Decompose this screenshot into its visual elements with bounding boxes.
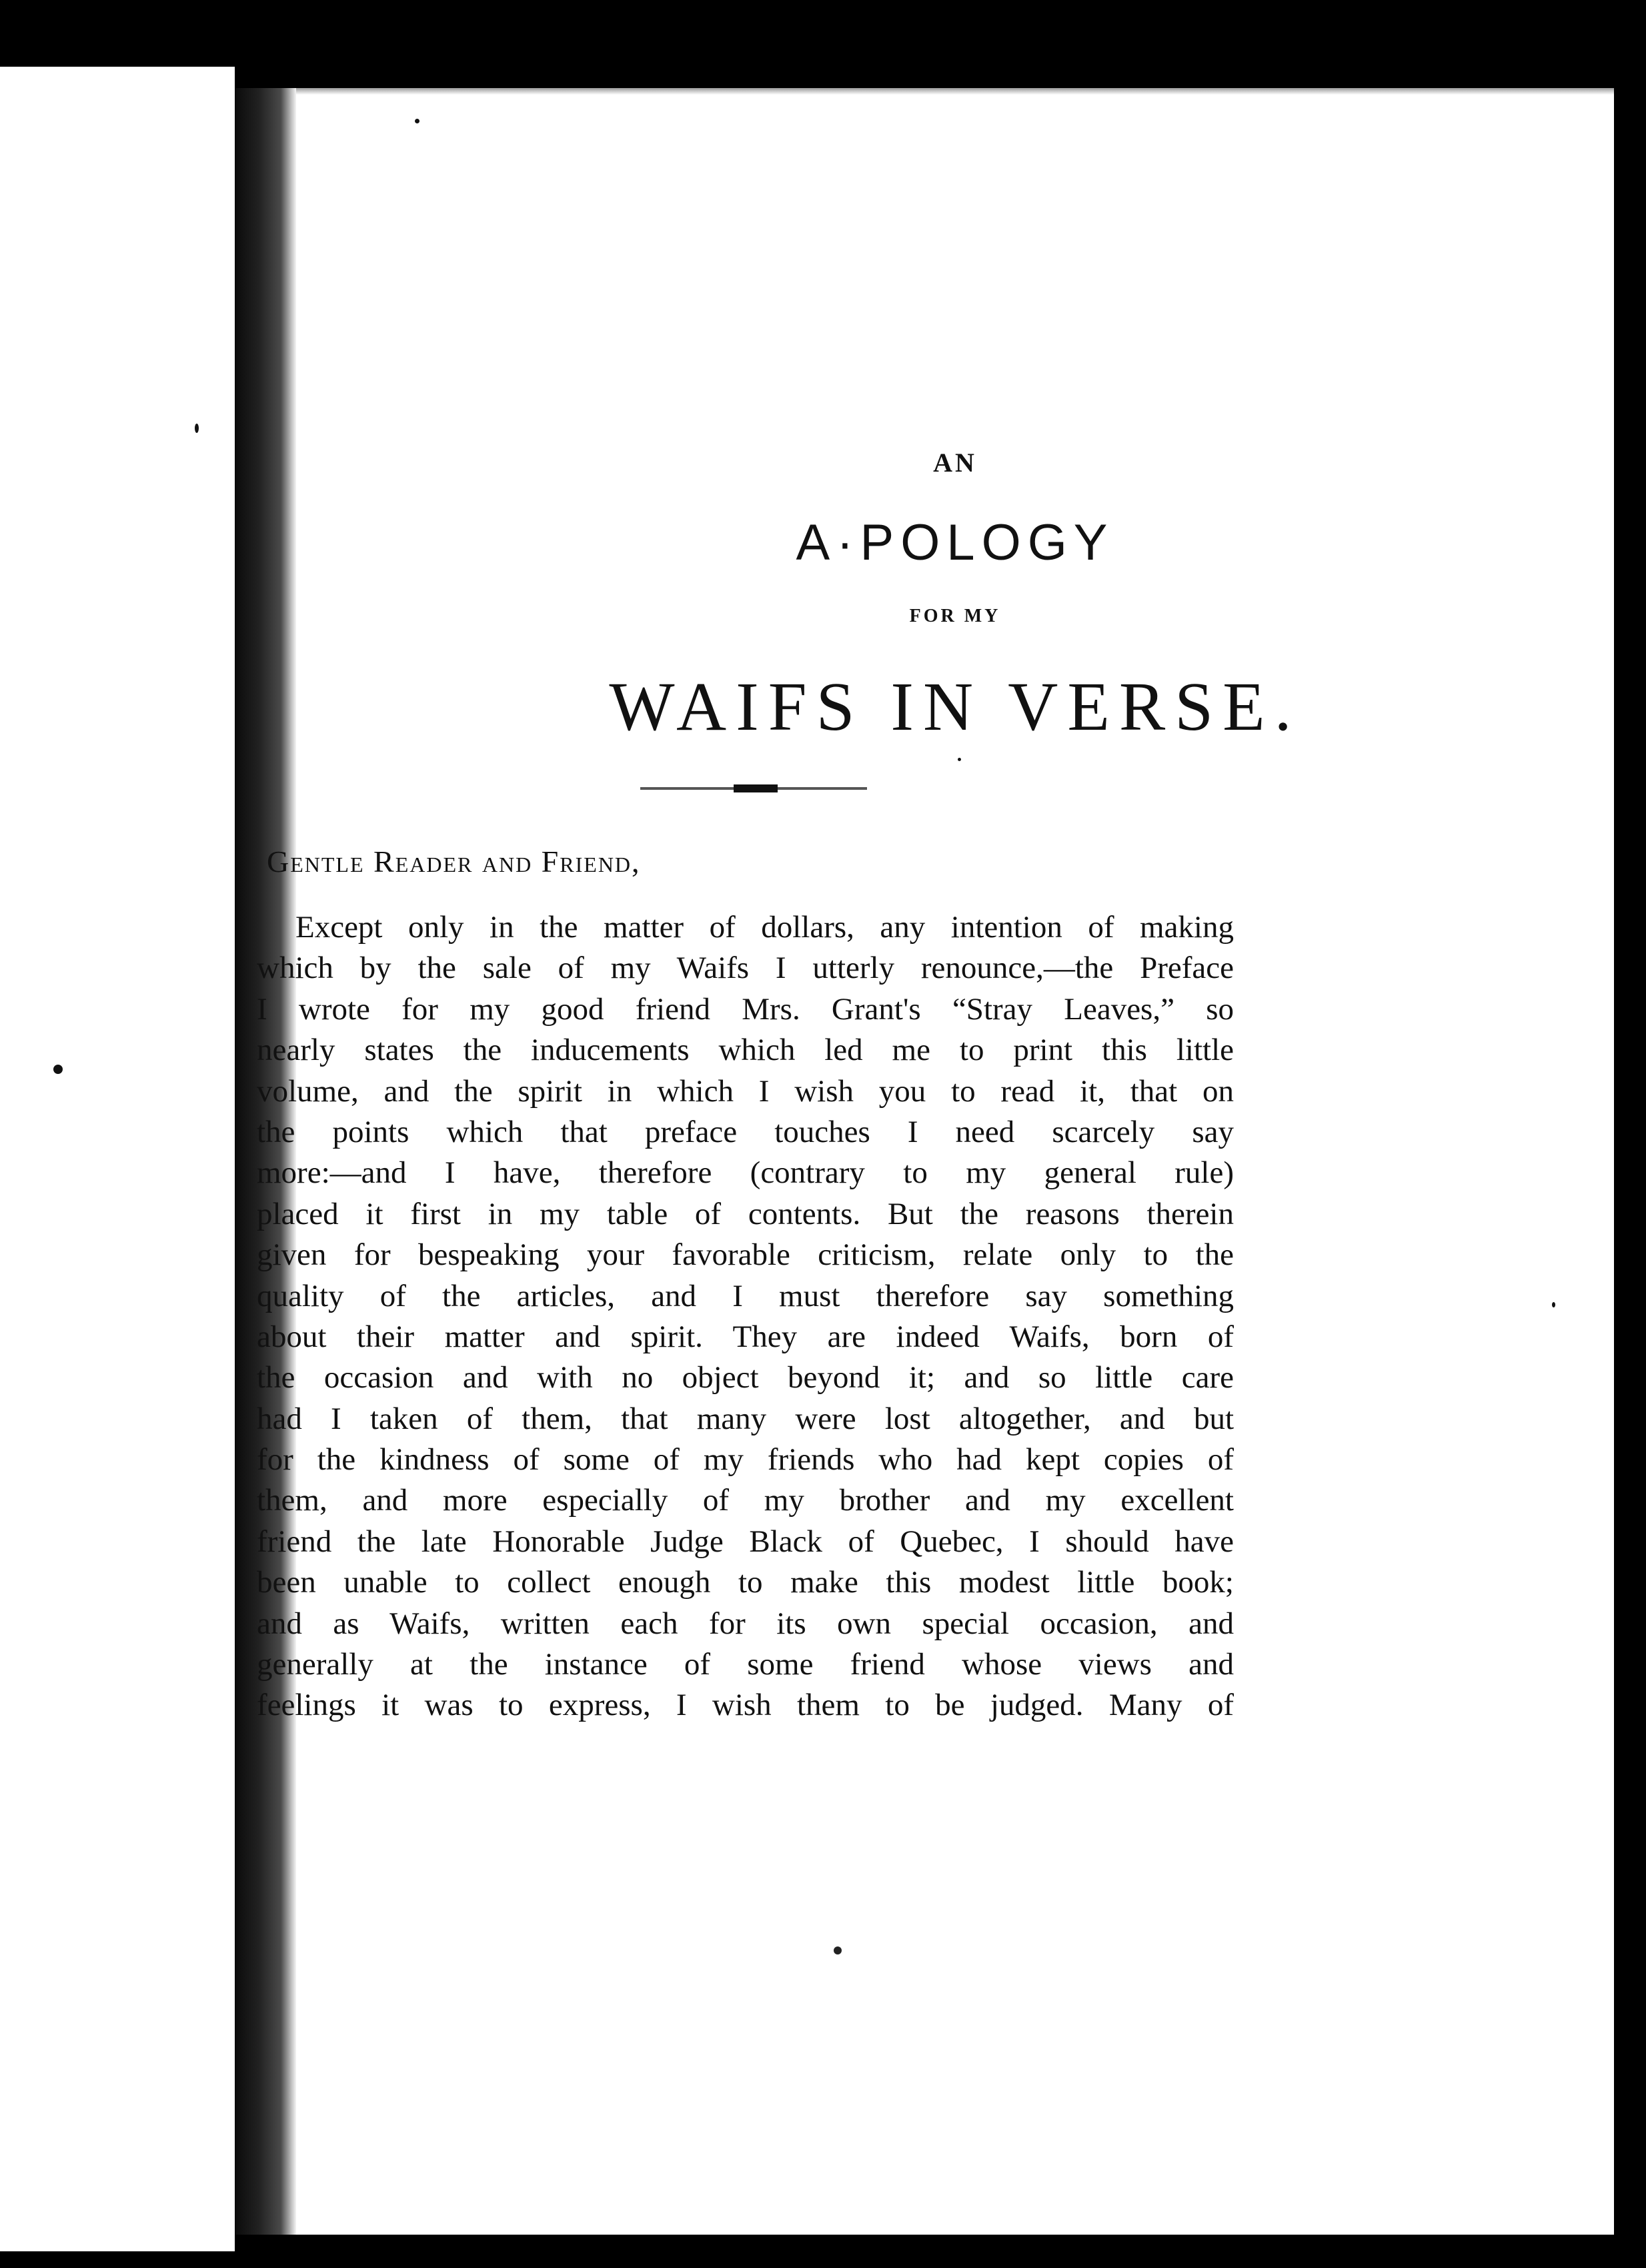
body-text xyxy=(257,907,1234,1726)
text-line: about their matter and spirit. They are indeed Waifs, born of xyxy=(257,1319,1234,1354)
text-line: feelings it was to express, I wish them to be judged. Many of xyxy=(257,1688,1234,1723)
text-line: placed it first in my table of contents. But the reasons therein xyxy=(257,1196,1234,1231)
title-apology: A·POLOGY xyxy=(796,514,1114,571)
text-line: and as Waifs, written each for its own special occasion, and xyxy=(257,1606,1234,1641)
text-line: which by the sale of my Waifs I utterly renounce,—the Preface xyxy=(257,951,1234,986)
text-line: the occasion and with no object beyond it; and so little care xyxy=(257,1360,1234,1395)
page-speck xyxy=(958,758,961,761)
page-speck xyxy=(415,119,420,123)
text-line: volume, and the spirit in which I wish you to read it, that on xyxy=(257,1073,1234,1109)
text-line: nearly states the inducements which led me to print this little xyxy=(257,1033,1234,1068)
title-waifs-in-verse: WAIFS IN VERSE. xyxy=(609,668,1301,745)
text-line: I wrote for my good friend Mrs. Grant's “Stray Leaves,” so xyxy=(257,991,1234,1027)
salutation: Gentle Reader and Friend, xyxy=(267,844,641,879)
title-for-my: FOR MY xyxy=(909,606,1001,626)
ornamental-rule-center xyxy=(734,784,778,792)
text-line: for the kindness of some of my friends who had kept copies of xyxy=(257,1442,1234,1478)
text-line: Except only in the matter of dollars, any intention of making xyxy=(295,910,1234,945)
text-line: the points which that preface touches I need scarcely say xyxy=(257,1114,1234,1149)
text-line: more:—and I have, therefore (contrary to my general rule) xyxy=(257,1155,1234,1191)
text-line: quality of the articles, and I must therefore say something xyxy=(257,1278,1234,1313)
text-line: given for bespeaking your favorable criticism, relate only to the xyxy=(257,1237,1234,1273)
text-line: been unable to collect enough to make this modest little book; xyxy=(257,1565,1234,1600)
text-line: friend the late Honorable Judge Black of Quebec, I should have xyxy=(257,1524,1234,1559)
page-speck xyxy=(1552,1302,1555,1307)
page-speck xyxy=(53,1065,63,1074)
title-an: AN xyxy=(933,448,977,478)
facing-page-edge xyxy=(0,67,235,2251)
text-line: had I taken of them, that many were lost altogether, and but xyxy=(257,1401,1234,1436)
text-line: generally at the instance of some friend whose views and xyxy=(257,1647,1234,1682)
page-top-edge xyxy=(296,88,1614,95)
page-speck xyxy=(195,424,199,433)
page-mark xyxy=(834,1946,842,1954)
text-line: them, and more especially of my brother and my excellent xyxy=(257,1483,1234,1518)
